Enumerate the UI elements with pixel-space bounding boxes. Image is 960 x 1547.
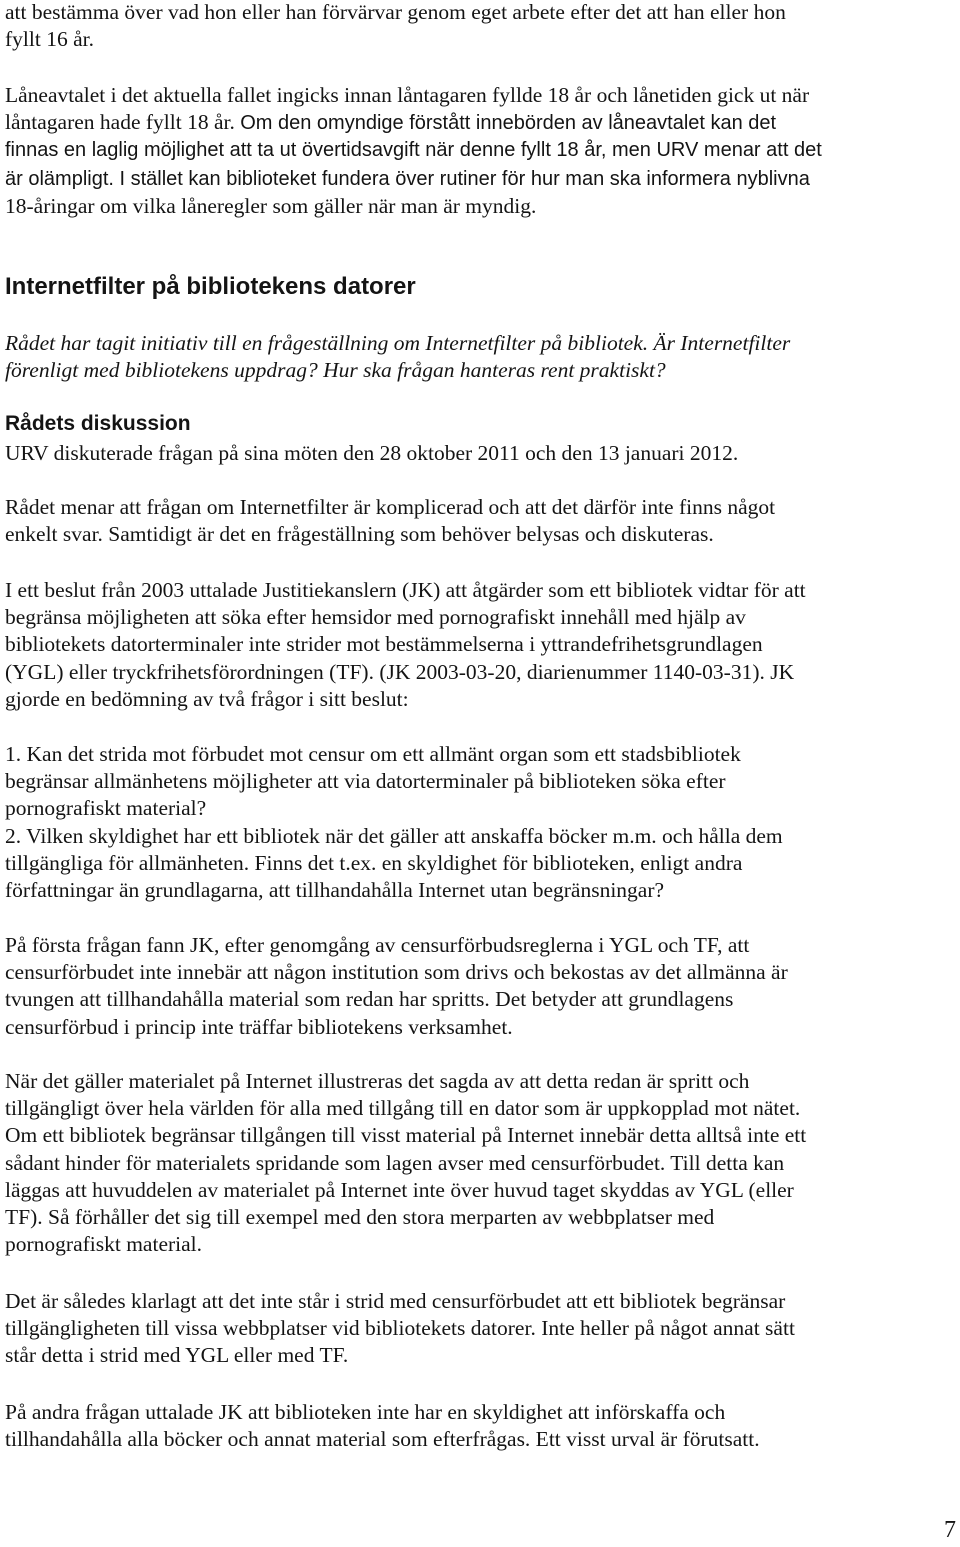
text-line (5, 165, 822, 193)
text-line: Låneavtalet i det aktuella fallet ingicks innan låntagaren fyllde 18 år och lånetiden gick ut när (5, 83, 810, 107)
text-line: TF). Så förhåller det sig till exempel med den stora merparten av webbplatser med (5, 1205, 715, 1230)
paragraph-jk-questions (5, 741, 783, 904)
text-line: Om ett bibliotek begränsar tillgången till visst material på Internet innebär detta alltså inte ett (5, 1123, 807, 1148)
paragraph-opinion (5, 494, 775, 548)
text-line: bibliotekets datorterminaler inte strider mot bestämmelserna i yttrandefrihetsgrundlagen (5, 632, 763, 657)
paragraph-question (5, 330, 790, 384)
text-line: På andra frågan uttalade JK att biblioteken inte har en skyldighet att införskaffa och (5, 1400, 726, 1424)
text-line: censurförbudet inte innebär att någon institution som drivs och bekostas av det allmänna är (5, 960, 788, 985)
text-line: tillgängliga för allmänheten. Finns det t.ex. en skyldighet för biblioteken, enligt andra (5, 850, 743, 875)
paragraph-discussed (5, 440, 738, 467)
text-line: (YGL) eller tryckfrihetsförordningen (TF). (JK 2003-03-20, diarienummer 1140-03-31). JK (5, 659, 795, 684)
text-line: tillgängligt över hela världen för alla med tillgång till en dator som är uppkopplad mot nätet. (5, 1096, 801, 1121)
paragraph-jk-decision (5, 577, 806, 713)
text-line: finnas en laglig möjlighet att ta ut övertidsavgift när denne fyllt 18 år, men URV menar att det (5, 139, 822, 162)
text-line: gjorde en bedömning av två frågor i sitt beslut: (5, 686, 409, 711)
text-segment: I stället kan biblioteket fundera över rutiner för hur man ska informera nyblivna (119, 167, 810, 190)
text-line: sådant hinder för materialets spridande som lagen avser med censurförbudet. Till detta kan (5, 1150, 785, 1175)
text-line: När det gäller materialet på Internet illustreras det sagda av att detta redan är spritt och (5, 1069, 750, 1093)
paragraph-second-question (5, 1399, 760, 1453)
text-line: censurförbud i princip inte träffar bibliotekens verksamhet. (5, 1014, 513, 1039)
text-line: URV diskuterade frågan på sina möten den 28 oktober 2011 och den 13 januari 2012. (5, 441, 739, 465)
text-segment: är olämpligt. (5, 167, 120, 190)
text-line: tillhandahålla alla böcker och annat material som efterfrågas. Ett visst urval är förutsatt. (5, 1427, 760, 1452)
text-line: författningar än grundlagarna, att tillhandahålla Internet utan begränsningar? (5, 878, 665, 903)
text-line: Det är således klarlagt att det inte står i strid med censurförbudet att ett bibliotek begränsar (5, 1289, 786, 1313)
subheading-council-discussion: Rådets diskussion (5, 412, 191, 435)
page-number: 7 (944, 1517, 956, 1543)
text-line: att bestämma över vad hon eller han förvärvar genom eget arbete efter det att han eller hon (5, 0, 786, 24)
text-line: läggas att huvuddelen av materialet på Internet inte över huvud taget skyddas av YGL (eller (5, 1177, 794, 1202)
text-line: begränsa möjligheten att söka efter hemsidor med pornografiskt innehåll med hjälp av (5, 605, 746, 630)
paragraph-clarified (5, 1288, 795, 1370)
text-line: 1. Kan det strida mot förbudet mot censur om ett allmänt organ som ett stadsbibliotek (5, 742, 741, 766)
text-line (5, 109, 822, 137)
text-line: Rådet menar att frågan om Internetfilter är komplicerad och att det därför inte finns något (5, 495, 776, 519)
paragraph-loan-agreement (5, 82, 822, 220)
paragraph-first-question (5, 932, 788, 1041)
text-line: pornografiskt material? (5, 796, 207, 821)
text-line: 18-åringar om vilka låneregler som gäller när man är myndig. (5, 193, 537, 218)
text-line: I ett beslut från 2003 uttalade Justitiekanslern (JK) att åtgärder som ett bibliotek vidtar för att (5, 578, 806, 602)
text-line: tvungen att tillhandahålla material som redan har spritts. Det betyder att grundlagens (5, 987, 734, 1012)
text-line: enkelt svar. Samtidigt är det en frågeställning som behöver belysas och diskuteras. (5, 522, 714, 547)
text-line: tillgängligheten till vissa webbplatser vid bibliotekets datorer. Inte heller på något annat sätt (5, 1316, 795, 1341)
text-segment: låntagaren hade fyllt 18 år. (5, 110, 241, 135)
text-line: Rådet har tagit initiativ till en frågeställning om Internetfilter på bibliotek. Är Internetfilter (5, 331, 791, 355)
text-line: På första frågan fann JK, efter genomgång av censurförbudsreglerna i YGL och TF, att (5, 933, 750, 957)
text-line: fyllt 16 år. (5, 27, 94, 52)
paragraph-intro (5, 0, 786, 53)
text-segment: Om den omyndige förstått innebörden av låneavtalet kan det (240, 112, 777, 135)
text-line: står detta i strid med YGL eller med TF. (5, 1343, 349, 1368)
paragraph-internet-material (5, 1068, 806, 1258)
text-line: begränsar allmänhetens möjligheter att via datorterminaler på biblioteken söka efter (5, 769, 726, 794)
text-line: förenligt med bibliotekens uppdrag? Hur ska frågan hanteras rent praktiskt? (5, 358, 666, 383)
text-line: pornografiskt material. (5, 1232, 203, 1257)
text-line: 2. Vilken skyldighet har ett bibliotek när det gäller att anskaffa böcker m.m. och hålla dem (5, 823, 783, 848)
section-heading-internet-filter: Internetfilter på bibliotekens datorer (5, 273, 416, 300)
